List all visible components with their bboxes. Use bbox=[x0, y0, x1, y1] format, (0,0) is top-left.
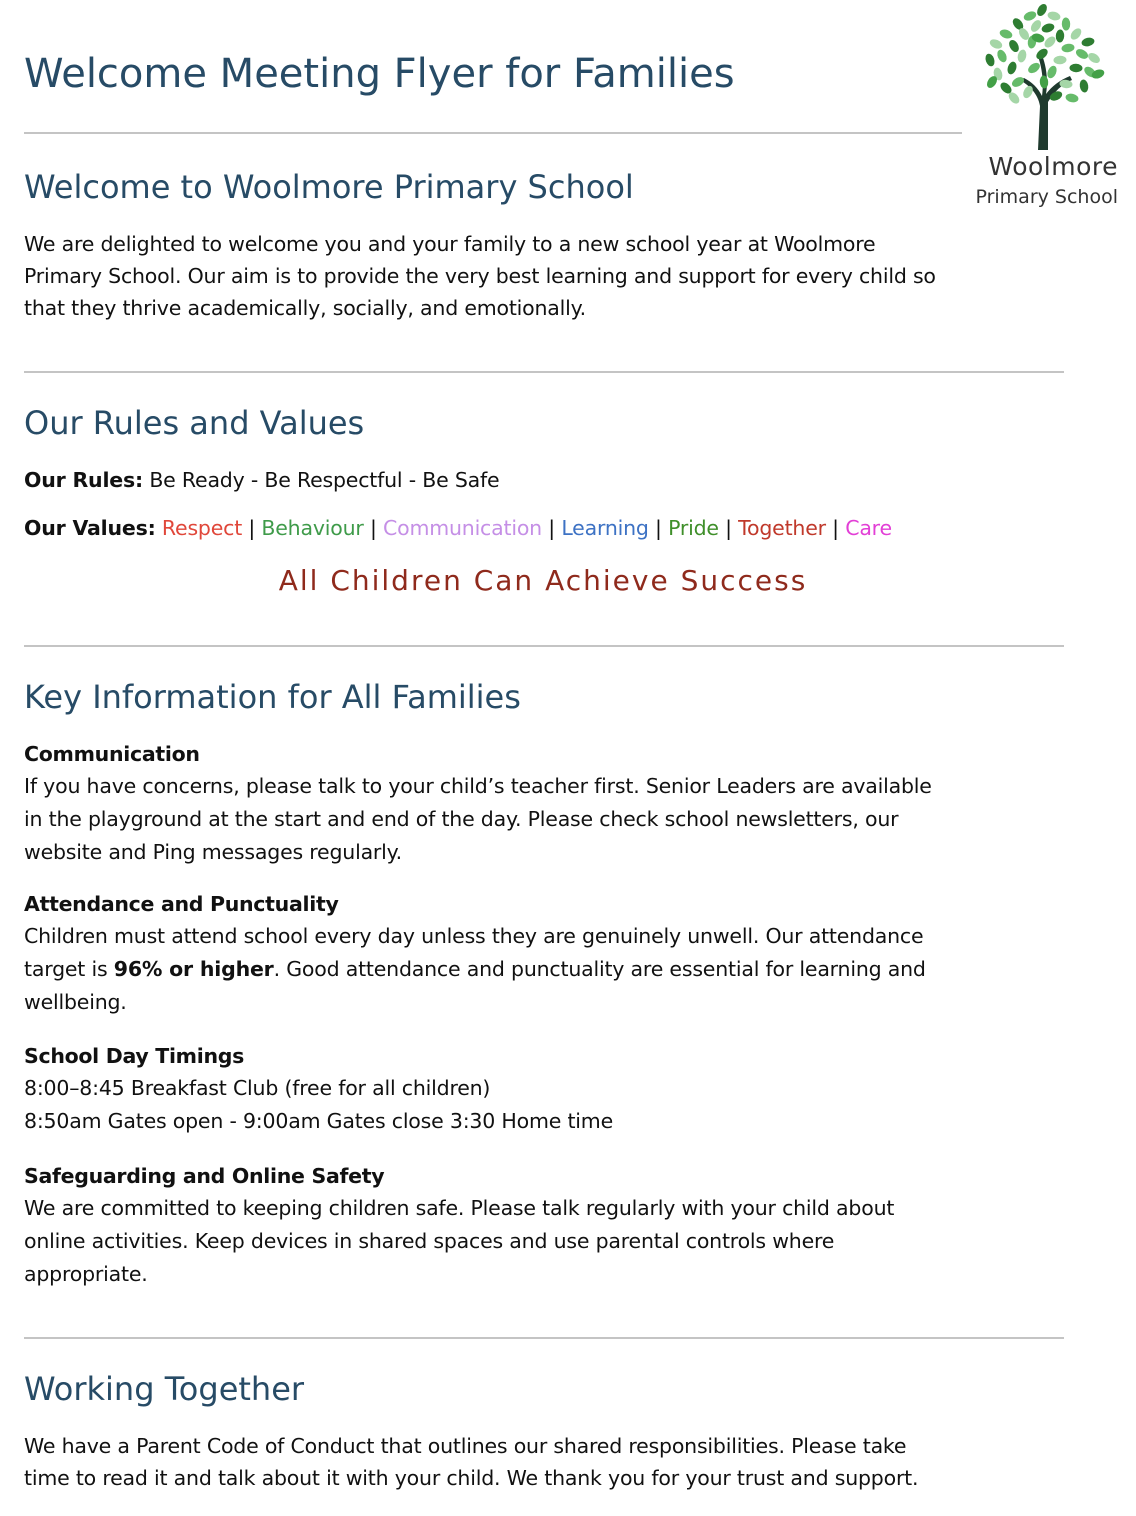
tree-leaf bbox=[1006, 61, 1018, 76]
tree-leaf bbox=[1029, 18, 1043, 33]
welcome-text-line: that they thrive academically, socially, and emotionally. bbox=[24, 296, 586, 320]
value-item: Care bbox=[845, 516, 892, 540]
key-info-heading: Key Information for All Families bbox=[24, 678, 521, 716]
tree-leaf bbox=[1086, 51, 1101, 65]
tree-leaf bbox=[1046, 64, 1059, 79]
rules-label: Our Rules: bbox=[24, 468, 143, 492]
attendance-text: . Good attendance and punctuality are essential for learning and bbox=[273, 957, 926, 981]
communication-block bbox=[24, 738, 1064, 869]
value-item: Together bbox=[738, 516, 826, 540]
tree-leaf bbox=[1081, 36, 1096, 47]
tree-leaf bbox=[1016, 49, 1027, 64]
welcome-heading: Welcome to Woolmore Primary School bbox=[24, 168, 634, 206]
attendance-block bbox=[24, 888, 1064, 1019]
tree-leaf bbox=[1079, 79, 1089, 93]
page-title: Welcome Meeting Flyer for Families bbox=[24, 51, 735, 97]
value-item: Communication bbox=[382, 516, 542, 540]
attendance-title: Attendance and Punctuality bbox=[24, 892, 339, 916]
tree-leaf bbox=[1010, 75, 1025, 89]
value-separator: | bbox=[363, 516, 383, 540]
values-label: Our Values: bbox=[24, 516, 156, 540]
welcome-text-line: We are delighted to welcome you and your family to a new school year at Woolmore bbox=[24, 232, 876, 256]
tree-leaf bbox=[1041, 22, 1056, 34]
school-motto: All Children Can Achieve Success bbox=[278, 564, 808, 597]
tree-leaf bbox=[1042, 34, 1057, 49]
timings-title: School Day Timings bbox=[24, 1044, 245, 1068]
safeguarding-line: online activities. Keep devices in shared spaces and use parental controls where bbox=[24, 1229, 835, 1253]
safeguarding-line: We are committed to keeping children safe. Please talk regularly with your child about bbox=[24, 1196, 895, 1220]
tree-leaf bbox=[1069, 64, 1082, 73]
tree-leaf bbox=[998, 28, 1013, 40]
value-separator: | bbox=[242, 516, 262, 540]
value-item: Learning bbox=[561, 516, 649, 540]
attendance-line bbox=[24, 953, 1064, 986]
rules-text: Be Ready - Be Respectful - Be Safe bbox=[149, 468, 500, 492]
attendance-target: 96% or higher bbox=[113, 957, 274, 981]
timings-line: 8:50am Gates open - 9:00am Gates close 3:30 Home time bbox=[24, 1109, 613, 1133]
timings-line: 8:00–8:45 Breakfast Club (free for all children) bbox=[24, 1076, 491, 1100]
section-divider bbox=[24, 371, 1064, 373]
tree-leaf bbox=[1022, 10, 1037, 23]
attendance-text: target is bbox=[24, 957, 114, 981]
value-separator: | bbox=[541, 516, 562, 540]
tree-leaf bbox=[1007, 38, 1021, 53]
tree-icon bbox=[972, 2, 1112, 150]
value-separator: | bbox=[825, 516, 846, 540]
attendance-line: wellbeing. bbox=[24, 990, 127, 1014]
tree-leaf bbox=[1061, 43, 1075, 53]
value-item: Pride bbox=[668, 516, 719, 540]
rules-values-heading: Our Rules and Values bbox=[24, 404, 365, 442]
values-line bbox=[24, 512, 892, 544]
values-list bbox=[162, 516, 892, 540]
header-divider bbox=[24, 132, 962, 134]
logo-school-subtitle: Primary School bbox=[975, 186, 1118, 208]
working-together-line: time to read it and talk about it with your child. We thank you for your trust and support. bbox=[24, 1466, 919, 1490]
safeguarding-block bbox=[24, 1160, 1064, 1291]
tree-leaf bbox=[1047, 10, 1062, 21]
tree-leaf bbox=[996, 48, 1009, 63]
tree-leaf bbox=[1065, 93, 1079, 104]
working-together-heading: Working Together bbox=[24, 1370, 305, 1408]
attendance-line: Children must attend school every day unless they are genuinely unwell. Our attendance bbox=[24, 924, 924, 948]
welcome-text-line: Primary School. Our aim is to provide the very best learning and support for every child so bbox=[24, 264, 936, 288]
tree-leaf bbox=[1055, 29, 1064, 42]
rules-line bbox=[24, 464, 499, 496]
value-separator: | bbox=[718, 516, 739, 540]
tree-leaf bbox=[1074, 47, 1089, 61]
tree-leaf bbox=[1039, 75, 1048, 89]
tree-leaf bbox=[1035, 2, 1049, 17]
tree-leaf bbox=[1069, 26, 1084, 41]
logo-school-name: Woolmore bbox=[988, 152, 1118, 181]
communication-line: website and Ping messages regularly. bbox=[24, 840, 402, 864]
tree-leaf bbox=[984, 52, 996, 67]
communication-title: Communication bbox=[24, 742, 200, 766]
tree-leaf bbox=[988, 38, 1003, 51]
safeguarding-title: Safeguarding and Online Safety bbox=[24, 1164, 385, 1188]
tree-leaf bbox=[1053, 55, 1066, 64]
timings-block bbox=[24, 1040, 1064, 1138]
tree-leaf bbox=[1062, 17, 1071, 30]
working-together-line: We have a Parent Code of Conduct that outlines our shared responsibilities. Please take bbox=[24, 1434, 907, 1458]
section-divider bbox=[24, 645, 1064, 647]
value-item: Respect bbox=[161, 516, 243, 540]
communication-line: If you have concerns, please talk to your child’s teacher first. Senior Leaders are available bbox=[24, 774, 932, 798]
school-logo bbox=[952, 2, 1132, 212]
value-item: Behaviour bbox=[261, 516, 364, 540]
tree-leaf bbox=[1026, 61, 1041, 75]
communication-line: in the playground at the start and end of the day. Please check school newsletters, our bbox=[24, 807, 899, 831]
value-separator: | bbox=[648, 516, 669, 540]
safeguarding-line: appropriate. bbox=[24, 1262, 148, 1286]
section-divider bbox=[24, 1337, 1064, 1339]
